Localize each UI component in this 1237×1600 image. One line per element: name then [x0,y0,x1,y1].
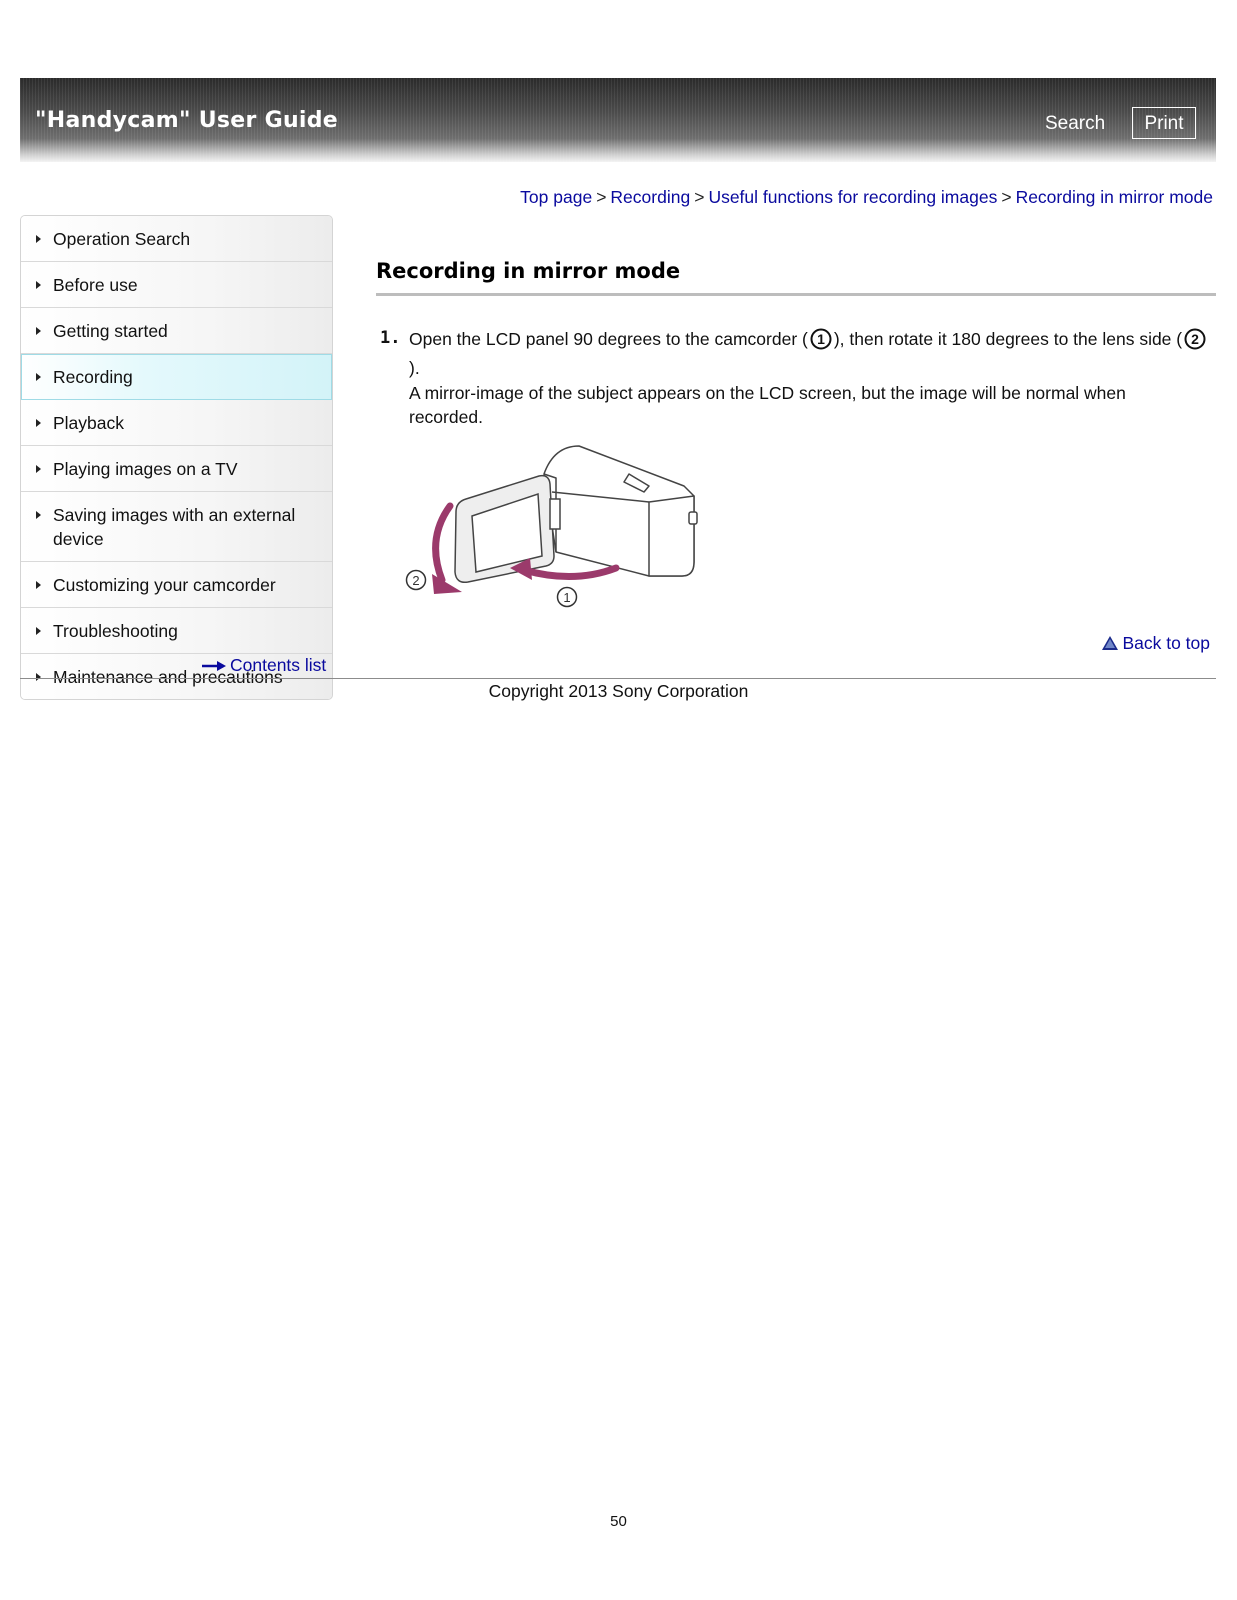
sidebar-item-getting-started[interactable] [21,308,332,354]
contents-list-label: Contents list [230,655,327,675]
step-text-part: Open the LCD panel 90 degrees to the camcorder ( [409,329,808,349]
sidebar-item-troubleshooting[interactable] [21,608,332,654]
sidebar-item-label: Customizing your camcorder [53,575,276,595]
print-button[interactable]: Print [1132,107,1196,139]
triangle-right-icon [36,327,41,335]
triangle-right-icon [36,419,41,427]
triangle-right-icon [36,235,41,243]
sidebar-item-label: Playing images on a TV [53,459,238,479]
callout-2 [407,571,426,590]
camcorder-illustration [404,444,704,619]
sidebar-item-playback[interactable] [21,400,332,446]
sidebar-item-label: Maintenance and precautions [53,667,283,687]
sidebar-item-label: Getting started [53,321,168,341]
triangle-right-icon [36,373,41,381]
sidebar-item-label: Troubleshooting [53,621,178,641]
breadcrumb-recording[interactable]: Recording [610,187,691,207]
circled-number-2-text: 2 [1191,330,1200,347]
sidebar-item-saving-images[interactable] [21,492,332,562]
sidebar-item-operation-search[interactable] [21,216,332,262]
back-to-top-link[interactable] [1102,633,1210,654]
sidebar-item-customizing[interactable] [21,562,332,608]
breadcrumb-current-page[interactable]: Recording in mirror mode [1015,187,1213,207]
contents-list-link[interactable] [202,655,326,676]
triangle-right-icon [36,465,41,473]
triangle-up-icon [1102,636,1118,650]
circled-number-1-text: 1 [816,330,825,347]
sidebar-item-before-use[interactable] [21,262,332,308]
breadcrumb-top-page[interactable]: Top page [520,187,593,207]
triangle-right-icon [36,673,41,681]
header-bar [20,78,1216,162]
step-instruction [409,325,1209,383]
sidebar-item-label: Playback [53,413,125,433]
lcd-panel [455,476,560,583]
triangle-right-icon [36,627,41,635]
page-title: Recording in mirror mode [376,259,1216,296]
step-text-part: ), then rotate it 180 degrees to the lens side ( [833,329,1183,349]
breadcrumb-separator: > [694,187,705,207]
circled-number-2-icon [1184,328,1206,350]
breadcrumb-useful-functions[interactable]: Useful functions for recording images [708,187,998,207]
step-number: 1. [380,328,401,348]
sidebar-item-label: Operation Search [53,229,191,249]
step-note: A mirror-image of the subject appears on the LCD screen, but the image will be normal when recorded. [409,383,1126,427]
triangle-right-icon [36,281,41,289]
search-link[interactable]: Search [1045,113,1106,134]
back-to-top-label: Back to top [1122,633,1210,653]
breadcrumb-separator: > [596,187,607,207]
sidebar-item-playing-images-on-tv[interactable] [21,446,332,492]
triangle-right-icon [36,511,41,519]
triangle-right-icon [36,581,41,589]
callout-2-text: 2 [412,573,420,588]
site-title: "Handycam" User Guide [35,108,339,133]
sidebar-item-label: Before use [53,275,138,295]
camcorder-body [544,446,697,576]
rotate-arrow-2 [436,506,450,580]
breadcrumb [520,187,1213,208]
step-text-part: ). [409,358,420,378]
circled-number-1-icon [810,328,832,350]
sidebar-item-label: Saving images with an external device [53,505,296,549]
page-number: 50 [610,1513,627,1530]
sidebar-item-recording[interactable] [21,354,332,400]
footer-divider [20,678,1216,679]
callout-1 [558,588,577,607]
sidebar-nav [20,215,333,700]
breadcrumb-separator: > [1001,187,1012,207]
copyright-text: Copyright 2013 Sony Corporation [488,681,749,701]
arrow-right-icon [202,661,226,671]
rotate-arrow-1 [524,568,616,577]
callout-1-text: 1 [563,590,571,605]
sidebar-item-label: Recording [53,367,133,387]
